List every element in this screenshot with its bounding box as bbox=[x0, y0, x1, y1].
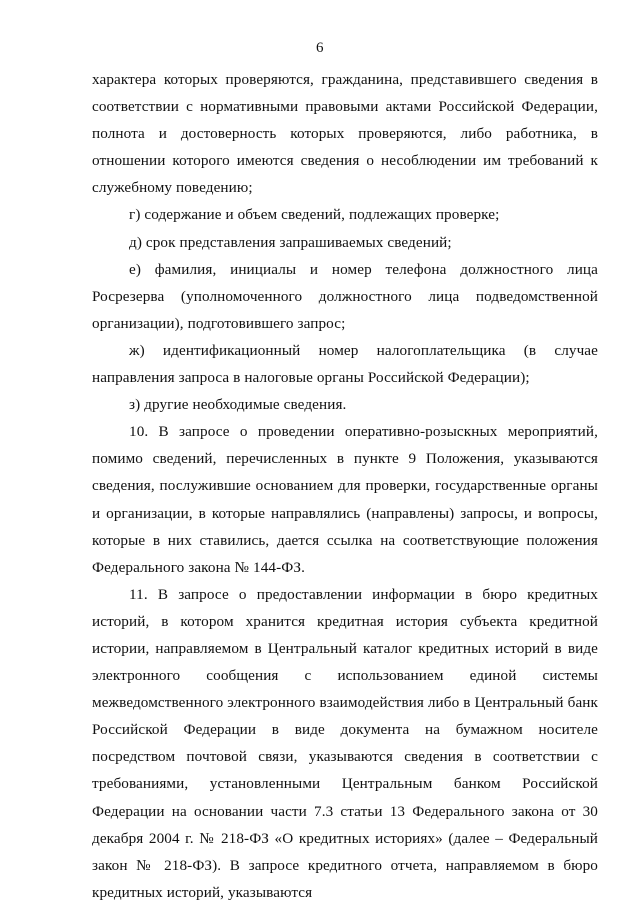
paragraph-10: 10. В запросе о проведении оперативно-розыскных мероприятий, помимо сведений, перечисленных в пункте 9 Положения, указываются сведения, послужившие основанием для проверки, государственные органы и организации, в которые направлялись (направлены) запросы, и вопросы, которые в них ставились, дается ссылка на соответствующие положения Федерального закона № 144-ФЗ. bbox=[92, 423, 598, 576]
paragraph-11: 11. В запросе о предоставлении информации в бюро кредитных историй, в котором хранится кредитная история субъекта кредитной истории, направляемом в Центральный каталог кредитных историй в виде электронного сообщения с использованием единой системы межведомственного электронного взаимодействия либо в Центральный банк Российской Федерации в виде документа на бумажном носителе посредством почтовой связи, указываются сведения в соответствии с требованиями, установленными Центральным банком Российской Федерации на основании части 7.3 статьи 13 Федерального закона от 30 декабря 2004 г. № 218-ФЗ «О кредитных историях» (далее – Федеральный закон № 218-ФЗ). В запросе кредитного отчета, направляемом в бюро кредитных историй, указываются bbox=[92, 585, 598, 901]
page-number: 6 bbox=[316, 40, 324, 56]
paragraph-item-e: е) фамилия, инициалы и номер телефона должностного лица Росрезерва (уполномоченного должностного лица подведомственной организации), подготовившего запрос; bbox=[92, 260, 598, 332]
document-body bbox=[92, 66, 598, 906]
paragraph-continuation: характера которых проверяются, гражданина, представившего сведения в соответствии с нормативными правовыми актами Российской Федерации, полнота и достоверность которых проверяются, либо работника, в отношении которого имеются сведения о несоблюдении им требований к служебному поведению; bbox=[92, 71, 598, 197]
paragraph-item-g: г) содержание и объем сведений, подлежащих проверке; bbox=[129, 206, 500, 224]
paragraph-item-d: д) срок представления запрашиваемых сведений; bbox=[129, 233, 452, 251]
paragraph-item-zh: ж) идентификационный номер налогоплательщика (в случае направления запроса в налоговые органы Российской Федерации); bbox=[92, 341, 598, 387]
paragraph-item-z: з) другие необходимые сведения. bbox=[129, 396, 347, 414]
